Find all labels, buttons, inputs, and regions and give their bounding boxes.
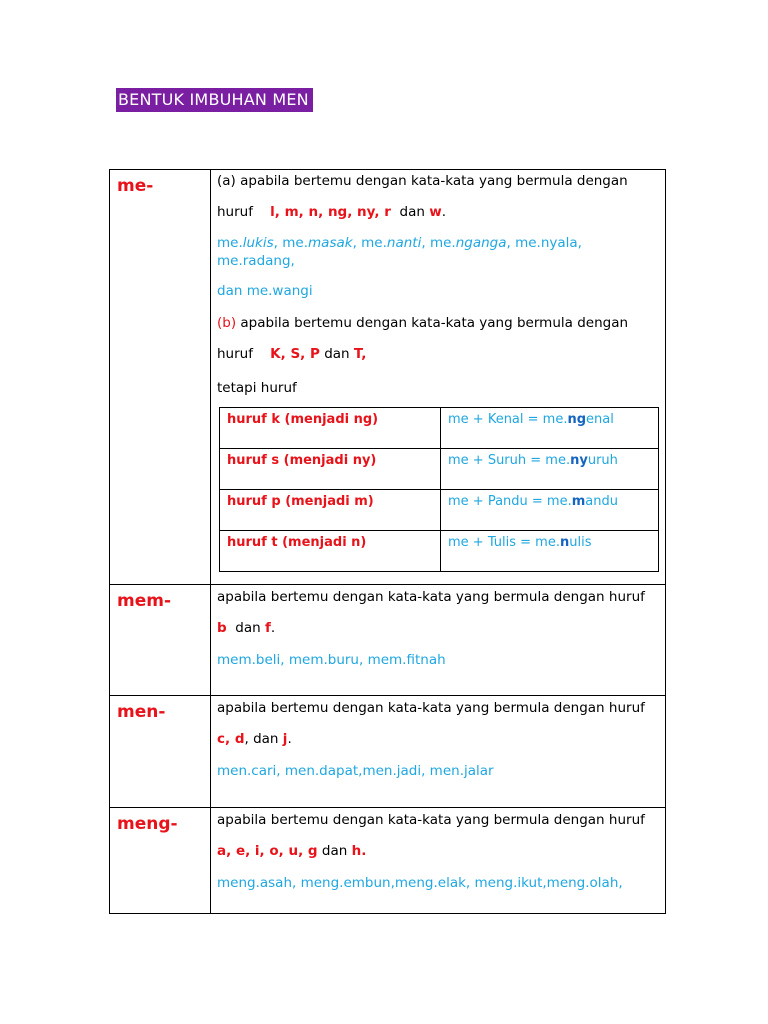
examples: mem.beli, mem.buru, mem.fitnah <box>217 652 446 668</box>
rules-table <box>219 407 659 572</box>
rules-row: huruf t (menjadi n) me + Tulis = me.nulis <box>220 531 659 572</box>
row-mem <box>110 585 666 696</box>
imbuhan-table <box>109 169 666 914</box>
examples: meng.asah, meng.embun,meng.elak, meng.ikut,meng.olah, <box>217 875 623 891</box>
content-cell <box>211 585 666 696</box>
rule-a-letters-line: huruf l, m, n, ng, ny, r dan w. <box>217 204 446 220</box>
prefix-label: men- <box>117 702 166 722</box>
row-men <box>110 696 666 808</box>
row-me <box>110 170 666 585</box>
prefix-cell <box>110 585 211 696</box>
letters-line: c, d, dan j. <box>217 731 292 747</box>
examples: men.cari, men.dapat,men.jadi, men.jalar <box>217 763 494 779</box>
rule-desc: apabila bertemu dengan kata-kata yang bermula dengan huruf <box>217 589 645 605</box>
prefix-label: mem- <box>117 591 172 611</box>
examples: me.lukis, me.masak, me.nanti, me.nganga, me.nyala, me.radang, <box>217 235 582 269</box>
rule-desc: apabila bertemu dengan kata-kata yang bermula dengan huruf <box>217 812 645 828</box>
letters-line: a, e, i, o, u, g dan h. <box>217 843 367 859</box>
row-meng <box>110 808 666 914</box>
rules-row: huruf s (menjadi ny) me + Suruh = me.nyuruh <box>220 449 659 490</box>
rule-desc: apabila bertemu dengan kata-kata yang bermula dengan huruf <box>217 700 645 716</box>
rules-row: huruf k (menjadi ng) me + Kenal = me.ngenal <box>220 408 659 449</box>
content-cell <box>211 696 666 808</box>
rules-row: huruf p (menjadi m) me + Pandu = me.mandu <box>220 490 659 531</box>
prefix-cell <box>110 808 211 914</box>
prefix-cell <box>110 696 211 808</box>
page-title: BENTUK IMBUHAN MEN <box>116 88 313 112</box>
prefix-label: me- <box>117 176 154 196</box>
letters: l, m, n, ng, ny, r <box>270 204 391 220</box>
prefix-label: meng- <box>117 814 178 834</box>
examples-cont: dan me.wangi <box>217 283 313 299</box>
tetapi-label: tetapi huruf <box>217 380 297 396</box>
rule-b-letters-line: huruf K, S, P dan T, <box>217 346 367 362</box>
letters-line: b dan f. <box>217 620 276 636</box>
content-cell <box>211 808 666 914</box>
rule-a-intro: (a) apabila bertemu dengan kata-kata yang bermula dengan <box>217 173 628 189</box>
prefix-cell <box>110 170 211 585</box>
content-cell <box>211 170 666 585</box>
rule-b-intro: (b) apabila bertemu dengan kata-kata yang bermula dengan <box>217 315 629 331</box>
